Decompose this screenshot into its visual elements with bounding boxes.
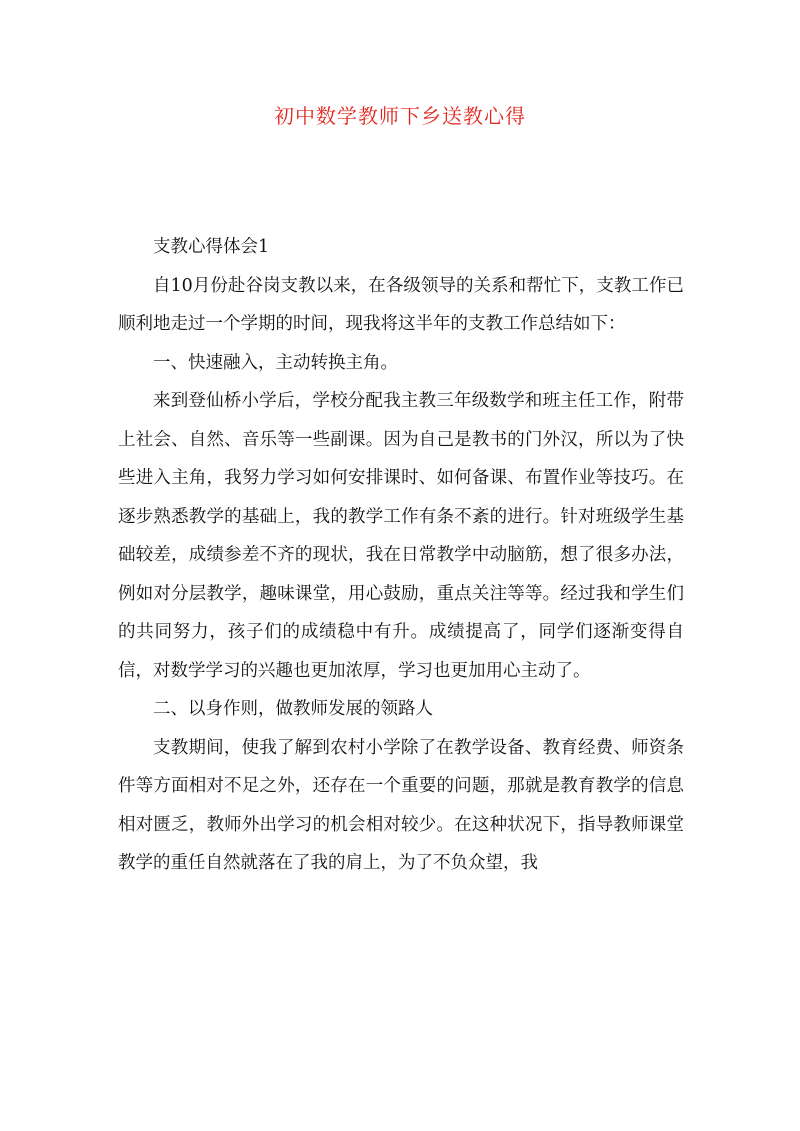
- paragraph-intro: 自10月份赴谷岗支教以来，在各级领导的关系和帮忙下，支教工作已顺利地走过一个学期的时间，现我将这半年的支教工作总结如下：: [118, 275, 684, 334]
- paragraph-2: 支教期间，使我了解到农村小学除了在教学设备、教育经费、师资条件等方面相对不足之外，还存在一个重要的问题，那就是教育教学的信息相对匮乏，教师外出学习的机会相对较少。在这种状况下，指导教师课堂教学的重任自然就落在了我的肩上，为了不负众望，我: [118, 737, 684, 873]
- subheading-1: 一、快速融入，主动转换主角。: [153, 352, 398, 373]
- subheading-2: 二、以身作则，做教师发展的领路人: [153, 699, 433, 719]
- section-heading-1: 支教心得体会1: [153, 237, 270, 257]
- document-title: 初中数学教师下乡送教心得: [274, 104, 526, 128]
- document-body: [118, 228, 684, 883]
- paragraph-1: 来到登仙桥小学后，学校分配我主教三年级数学和班主任工作，附带上社会、自然、音乐等一些副课。因为自己是教书的门外汉，所以为了快些进入主角，我努力学习如何安排课时、如何备课、布置作业等技巧。在逐步熟悉教学的基础上，我的教学工作有条不紊的进行。针对班级学生基础较差，成绩参差不齐的现状，我在日常教学中动脑筋，想了很多办法，例如对分层教学，趣味课堂，用心鼓励，重点关注等等。经过我和学生们的共同努力，孩子们的成绩稳中有升。成绩提高了，同学们逐渐变得自信，对数学学习的兴趣也更加浓厚，学习也更加用心主动了。: [118, 391, 684, 681]
